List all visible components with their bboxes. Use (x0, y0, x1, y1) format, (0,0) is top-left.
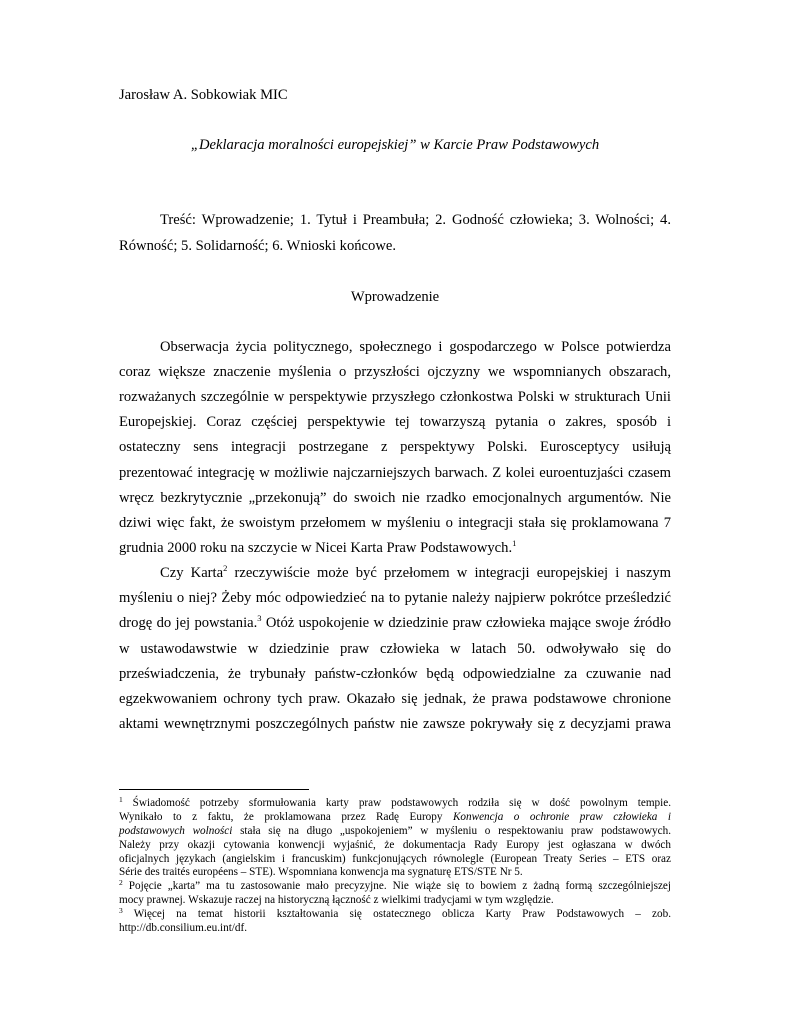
footnote-line: Série des traités européens – STE). Wspomniana konwencja ma sygnaturę ETS/STE Nr 5. (119, 866, 523, 878)
footnote-line: oficjalnych językach (angielskim i francuskim) funkcjonujących równolegle (European Treaty Series – ETS oraz (119, 853, 671, 865)
text-line: myśleniu o niej? Żeby móc odpowiedzieć na to pytanie należy najpierw pokrótce prześledzić (119, 590, 671, 606)
text-line: rozważanych szczególnie w perspektywie przyszłego członkostwa Polski w strukturach Unii (119, 389, 671, 405)
text-line: przeświadczenia, że trybunały państw-członków będą odpowiedzialne za czuwanie nad (119, 666, 671, 682)
text-line: Czy Karta$^2$ rzeczywiście może być przełomem w integracji europejskiej i naszym (160, 563, 671, 581)
footnote-ref[interactable]: 1 (512, 538, 517, 548)
toc-line: Równość; 5. Solidarność; 6. Wnioski końcowe. (119, 238, 396, 254)
footnote-line: $^1$ Świadomość potrzeby sformułowania karty praw podstawowych rodziła się w dość powolnym tempie. (119, 795, 671, 809)
author-name: Jarosław A. Sobkowiak MIC (119, 87, 288, 103)
footnote-line: mocy prawnej. Wskazuje raczej na historyczną łączność z wielkimi tradycjami w tym względzie. (119, 894, 554, 906)
footnote-ref[interactable]: 2 (223, 563, 228, 573)
text-line: ostateczny sens integracji postrzegane z perspektywy Polski. Eurosceptycy usiłują (119, 439, 671, 455)
footnote-line: Należy przy okazji cytowania konwencji wyjaśnić, że dokumentacja Rady Europy jest ogłaszana w dwóch (119, 839, 671, 851)
text-line: w ustawodawstwie w dziedzinie praw człowieka w latach 50. odwoływało się do (119, 641, 671, 657)
text-line: drogę do jej powstania.$^3$ Otóż uspokojenie w dziedzinie praw człowieka mające swoje źródło (119, 613, 671, 631)
footnote-ref[interactable]: 3 (257, 613, 262, 623)
text-line: Obserwacja życia politycznego, społecznego i gospodarczego w Polsce potwierdza (160, 339, 671, 355)
document-title: „Deklaracja moralności europejskiej” w Karcie Praw Podstawowych (190, 137, 600, 153)
footnote-line[interactable]: http://db.consilium.eu.int/df. (119, 922, 248, 934)
text-line: Europejskiej. Coraz częściej perspektywie tej towarzyszą pytania o zakres, sposób i (119, 414, 671, 430)
toc-line: Treść: Wprowadzenie; 1. Tytuł i Preambuła; 2. Godność człowieka; 3. Wolności; 4. (160, 212, 671, 228)
footnote-separator (119, 789, 309, 790)
text-line: prezentować integrację w możliwie najczarniejszych barwach. Z kolei euroentuzjaści czasem (119, 465, 671, 481)
text-line: coraz większe znaczenie myślenia o przyszłości ojczyzny we wspomnianych obszarach, (119, 364, 671, 380)
footnote-line: Wynikało to z faktu, że proklamowana przez Radę Europy Konwencja o ochronie praw człowieka i (119, 811, 671, 823)
text-line: aktami wewnętrznymi poszczególnych państw nie zawsze pokrywały się z decyzjami prawa (119, 716, 671, 732)
footnote-line: podstawowych wolności stała się na długo „uspokojeniem” w myśleniu o respektowaniu praw podstawowych. (119, 825, 671, 837)
text-line: wręcz bezkrytycznie „przekonują” do swoich nie rzadko emocjonalnych argumentów. Nie (119, 490, 671, 506)
footnote-line: $^3$ Więcej na temat historii kształtowania się ostatecznego oblicza Karty Praw Podstawowych – zob. (119, 906, 671, 920)
text-line: dziwi więc fakt, że swoistym przełomem w myśleniu o integracji stała się proklamowana 7 (119, 515, 671, 531)
text-line: egzekwowaniem ochrony tych praw. Okazało się jednak, że prawa podstawowe chronione (119, 691, 671, 707)
text-line: grudnia 2000 roku na szczycie w Nicei Karta Praw Podstawowych.$^1$ (119, 538, 517, 556)
section-heading: Wprowadzenie (350, 289, 440, 305)
footnote-line: $^2$ Pojęcie „karta” ma tu zastosowanie mało precyzyjne. Nie wiąże się to bowiem z żadną formą szczególniejszej (119, 878, 671, 892)
